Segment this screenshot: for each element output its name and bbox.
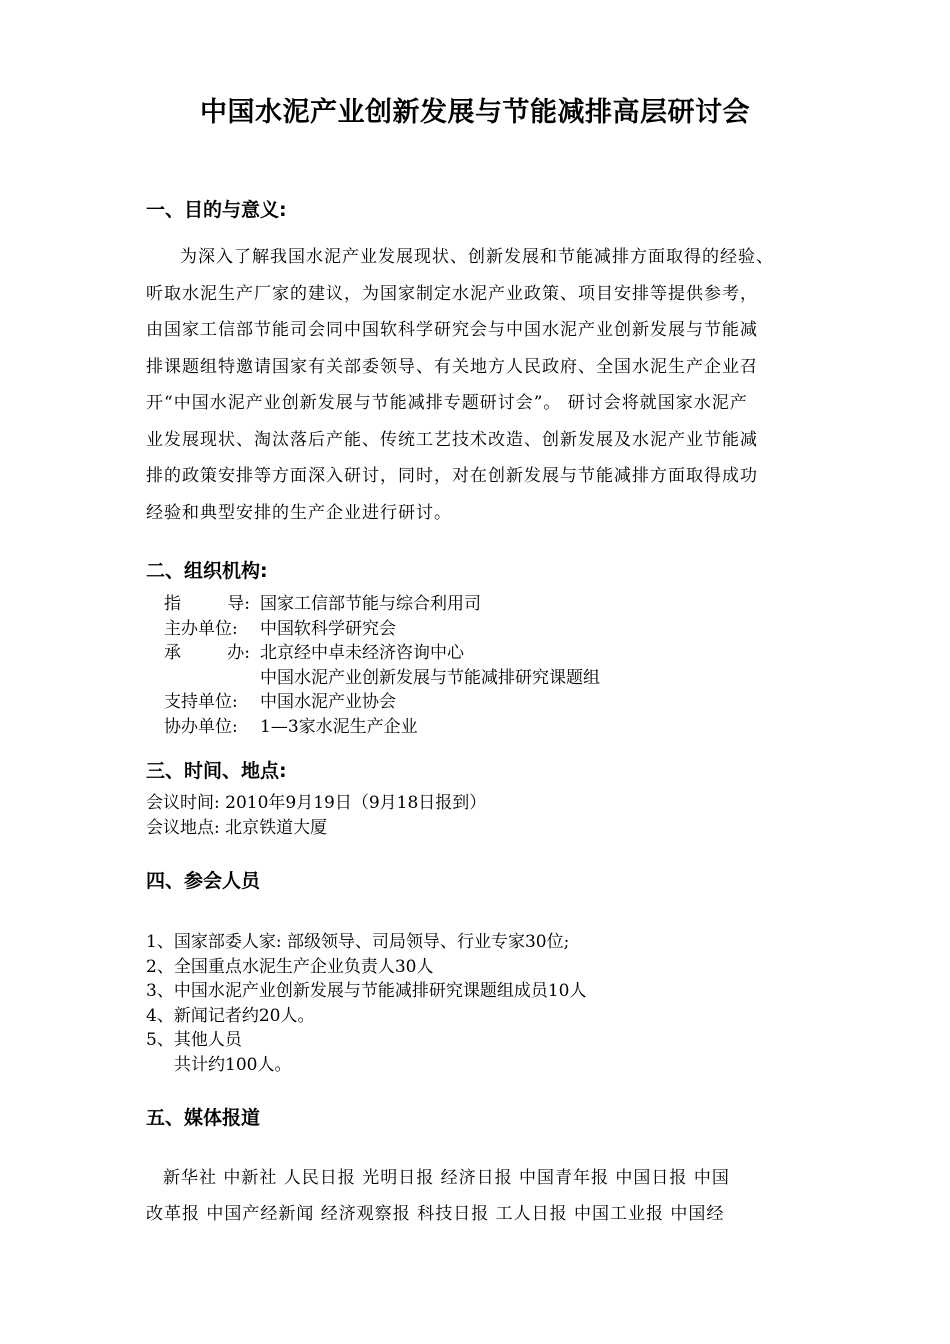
org-label: 指 导: xyxy=(164,594,250,614)
org-value: 中国水泥产业协会 xyxy=(260,692,396,712)
attendee-item: 1、国家部委人家: 部级领导、司局领导、行业专家30位; xyxy=(146,932,570,952)
attendee-total: 共计约100人。 xyxy=(174,1054,292,1075)
attendee-item: 3、中国水泥产业创新发展与节能减排研究课题组成员10人 xyxy=(146,981,587,1001)
org-row-organizer xyxy=(164,641,600,666)
purpose-line: 为深入了解我国水泥产业发展现状、创新发展和节能减排方面取得的经验、 xyxy=(180,247,774,267)
org-value: 中国水泥产业创新发展与节能减排研究课题组 xyxy=(260,667,600,688)
attendee-item: 2、全国重点水泥生产企业负责人30人 xyxy=(146,956,434,977)
org-row-guidance xyxy=(164,592,600,617)
attendee-item: 4、新闻记者约20人。 xyxy=(146,1005,315,1026)
org-row-co-organizer xyxy=(164,715,600,740)
purpose-line: 排课题组特邀请国家有关部委领导、有关地方人民政府、全国水泥生产企业召 xyxy=(146,356,758,377)
section-heading-attendees: 四、参会人员 xyxy=(146,870,261,892)
org-row-organizer-2 xyxy=(164,666,600,691)
section-heading-purpose: 一、目的与意义: xyxy=(146,199,287,221)
attendee-item: 5、其他人员 xyxy=(146,1030,242,1050)
meeting-place: 会议地点: 北京铁道大厦 xyxy=(146,817,328,838)
section-heading-media: 五、媒体报道 xyxy=(146,1107,261,1129)
media-list xyxy=(146,1160,826,1232)
org-label: 承 办: xyxy=(164,643,250,663)
organization-list xyxy=(164,592,600,739)
org-row-supporter xyxy=(164,690,600,715)
org-row-host xyxy=(164,617,600,642)
org-value: 北京经中卓未经济咨询中心 xyxy=(260,643,464,663)
section-heading-time-place: 三、时间、地点: xyxy=(146,760,287,782)
org-label: 支持单位: xyxy=(164,692,238,712)
attendees-list xyxy=(146,930,586,1077)
purpose-line: 开“中国水泥产业创新发展与节能减排专题研讨会”。 研讨会将就国家水泥产 xyxy=(146,393,748,413)
time-place-body xyxy=(146,791,486,840)
org-label: 主办单位: xyxy=(164,618,238,639)
document-title: 中国水泥产业创新发展与节能减排高层研讨会 xyxy=(200,97,750,128)
section-heading-organization: 二、组织机构: xyxy=(146,560,268,582)
org-value: 国家工信部节能与综合利用司 xyxy=(260,594,481,614)
purpose-line: 经验和典型安排的生产企业进行研讨。 xyxy=(146,502,452,523)
section-purpose-body xyxy=(146,239,826,531)
purpose-line: 听取水泥生产厂家的建议，为国家制定水泥产业政策、项目安排等提供参考， xyxy=(146,283,758,304)
purpose-line: 业发展现状、淘汰落后产能、传统工艺技术改造、创新发展及水泥产业节能减 xyxy=(146,429,758,450)
org-value: 中国软科学研究会 xyxy=(260,618,396,639)
meeting-time: 会议时间: 2010年9月19日（9月18日报到） xyxy=(146,793,487,813)
purpose-line: 由国家工信部节能司会同中国软科学研究会与中国水泥产业创新发展与节能减 xyxy=(146,320,758,340)
org-label: 协办单位: xyxy=(164,716,238,737)
media-line: 改革报 中国产经新闻 经济观察报 科技日报 工人日报 中国工业报 中国经 xyxy=(146,1204,725,1224)
purpose-line: 排的政策安排等方面深入研讨，同时，对在创新发展与节能减排方面取得成功 xyxy=(146,466,758,486)
org-label xyxy=(164,666,260,691)
media-line: 新华社 中新社 人民日报 光明日报 经济日报 中国青年报 中国日报 中国 xyxy=(163,1168,730,1188)
org-value: 1—3家水泥生产企业 xyxy=(260,716,418,737)
